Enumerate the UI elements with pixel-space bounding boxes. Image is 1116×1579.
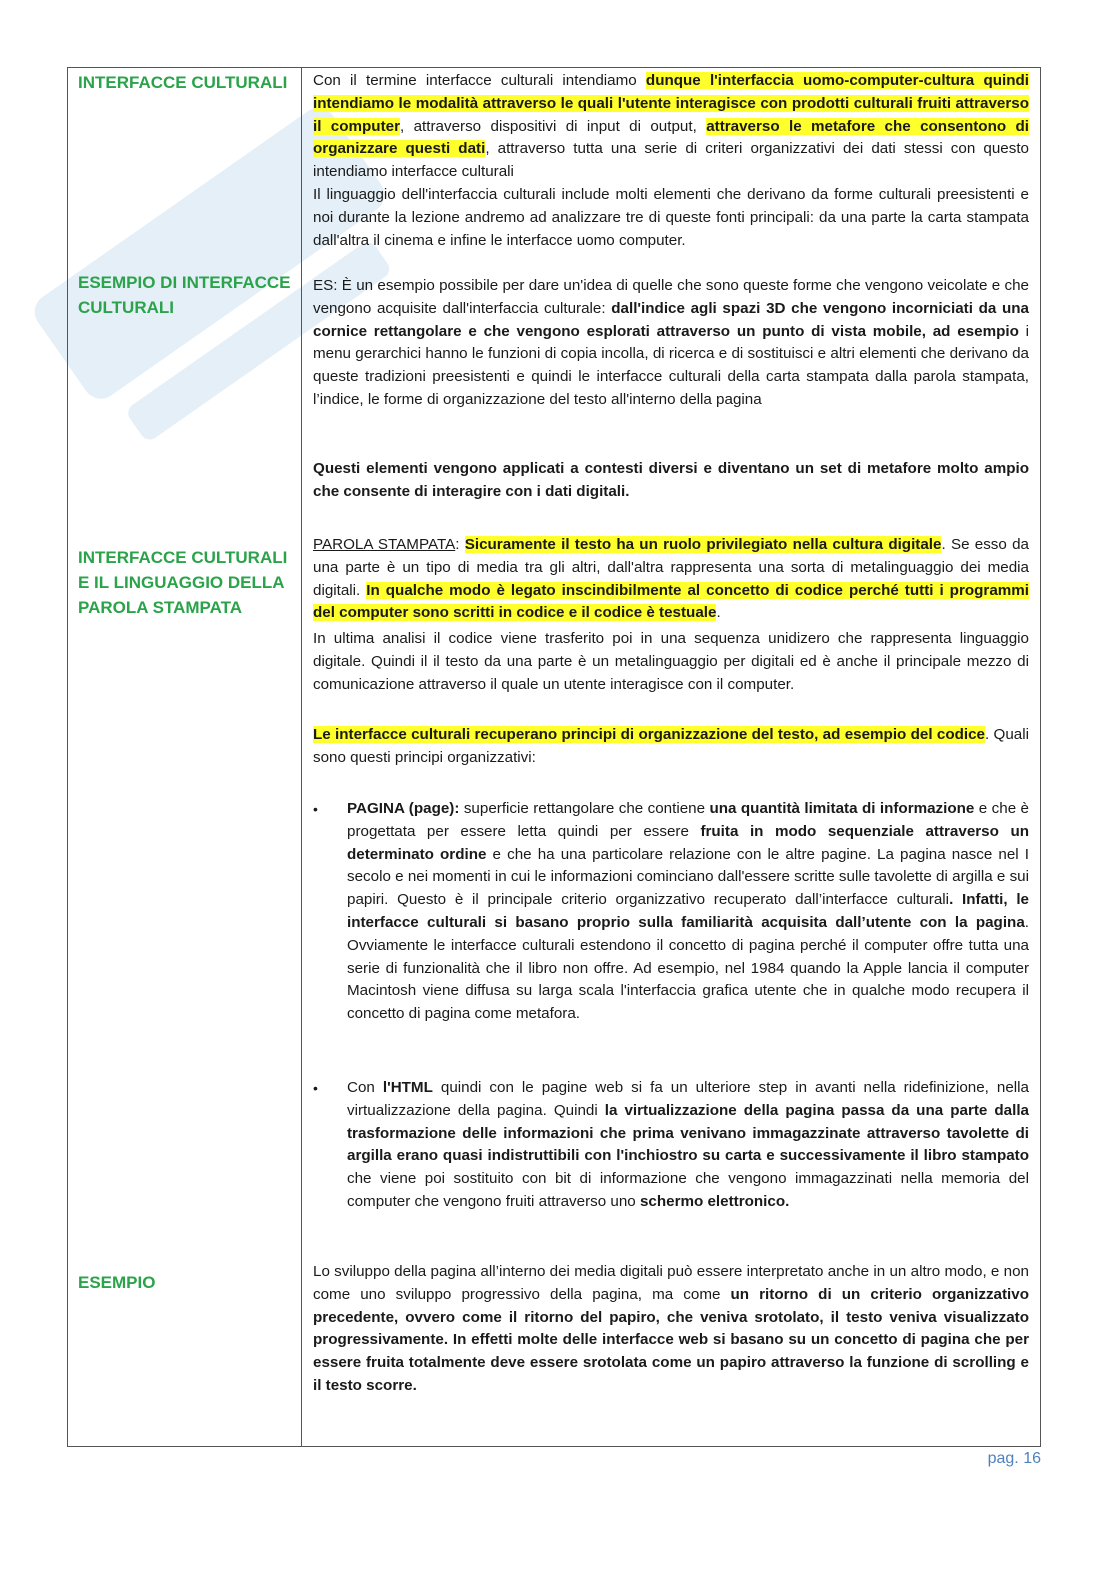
paragraph-papiro: Lo sviluppo della pagina all’interno dei media digitali può essere interpretato anche in un altro modo, e non come uno sviluppo progressivo della pagina, ma come un ritorno di un criterio organizzativo precedente, ovvero come il ritorno del papiro, che veniva srotolato, il testo veniva visualizzato progressivamente. In effetti molte delle interfacce web si basano su un concetto di pagina che per essere fruita totalmente deve essere srotolata come un papiro attraverso la funzione di scrolling e il testo scorre. [313,1263,1029,1394]
section-label-parola-stampata: INTERFACCE CULTURALI E IL LINGUAGGIO DELLA PAROLA STAMPATA [78,548,288,617]
bullet-text-pagina: PAGINA (page): superficie rettangolare che contiene una quantità limitata di informazione e che è progettata per essere letta quindi per essere fruita in modo sequenziale attraverso un determinato ordine e che ha una particolare relazione con le altre pagine. La pagina nasce nel I secolo e nei momenti in cui le informazioni cominciano dall'essere scritte sulle tavolette di argilla e sui papiri. Questo è il principale criterio organizzativo recuperato dall’interfacce culturali. Infatti, le interfacce culturali si basano proprio sulla familiarità acquisita dall’utente con la pagina. Ovviamente le interfacce culturali estendono il concetto di pagina perché il computer offre tutta una serie di funzionalità che il libro non offre. Ad esempio, nel 1984 quando la Apple lancia il computer Macintosh viene diffusa su larga scala l'interfaccia grafica utente che in qualche modo recupera il concetto di pagina come metafora. [347,800,1030,1023]
bullet-text-html: Con l'HTML quindi con le pagine web si fa un ulteriore step in avanti nella ridefinizione, nella virtualizzazione della pagina. Quindi la virtualizzazione della pagina passa da una parte dalla trasformazione delle informazioni che prima venivano immagazzinate attraverso tavolette di argilla erano quasi indistruttibili con l'inchiostro su carta e successivamente il libro stampato che viene poi sostituito con bit di informazione che vengono immagazzinati nella memoria del computer che vengono fruiti attraverso uno schermo elettronico. [347,1079,1029,1210]
paragraph-principi: Le interfacce culturali recuperano principi di organizzazione del testo, ad esempio del codice. Quali sono questi principi organizzativi: [313,726,1029,766]
bullet-glyph: • [313,1080,318,1096]
paragraph-codice: In ultima analisi il codice viene trasferito poi in una sequenza unidizero che rappresenta linguaggio digitale. Quindi il il testo da una parte è un metalinguaggio per digitali ed è anche il principale mezzo di comunicazione attraverso il quale un utente interagisce con il computer. [313,630,1029,693]
content-table [67,67,1041,1447]
column-divider [301,68,302,1446]
section-label-esempio-interfacce: ESEMPIO DI INTERFACCE CULTURALI [78,273,291,317]
paragraph-linguaggio: Il linguaggio dell'interfaccia culturali include molti elementi che derivano da forme culturali preesistenti e noi durante la lezione andremo ad analizzare tre di queste fonti principali: da una parte la carta stampata dall'altra il cinema e infine le interfacce uomo computer. [313,186,1029,249]
section-label-interfacce-culturali: INTERFACCE CULTURALI [78,73,288,92]
section-label-esempio: ESEMPIO [78,1273,156,1292]
bullet-glyph: • [313,801,318,817]
paragraph-esempio: ES: È un esempio possibile per dare un'idea di quelle che sono queste forme che vengono veicolate e che vengono acquisite dall'interfaccia culturale: dall'indice agli spazi 3D che vengono incorniciati da una cornice rettangolare e che vengono esplorati attraverso un punto di vista mobile, ad esempio i menu gerarchici hanno le funzioni di copia incolla, di ricerca e di sostituisci e altri elementi che derivano da queste tradizioni preesistenti e quindi le interfacce culturali della carta stampata dalla parola stampata, l’indice, le forme di organizzazione del testo all'interno della pagina [313,277,1029,408]
paragraph-metafore: Questi elementi vengono applicati a contesti diversi e diventano un set di metafore molto ampio che consente di interagire con i dati digitali. [313,460,1029,500]
page-number: pag. 16 [987,1450,1041,1467]
paragraph-parola-stampata: PAROLA STAMPATA: Sicuramente il testo ha un ruolo privilegiato nella cultura digitale. Se esso da una parte è un tipo di media tra gli altri, dall'altra rappresenta una sorta di metalinguaggio dei media digitali. In qualche modo è legato inscindibilmente al concetto di codice perché tutti i programmi del computer sono scritti in codice e il codice è testuale. [313,536,1029,622]
paragraph-definition: Con il termine interfacce culturali intendiamo dunque l'interfaccia uomo-computer-cultura quindi intendiamo le modalità attraverso le quali l'utente interagisce con prodotti culturali fruiti attraverso il computer, attraverso dispositivi di input di output, attraverso le metafore che consentono di organizzare questi dati, attraverso tutta una serie di criteri organizzativi dei dati stessi con questo intendiamo interfacce culturali [313,72,1029,181]
